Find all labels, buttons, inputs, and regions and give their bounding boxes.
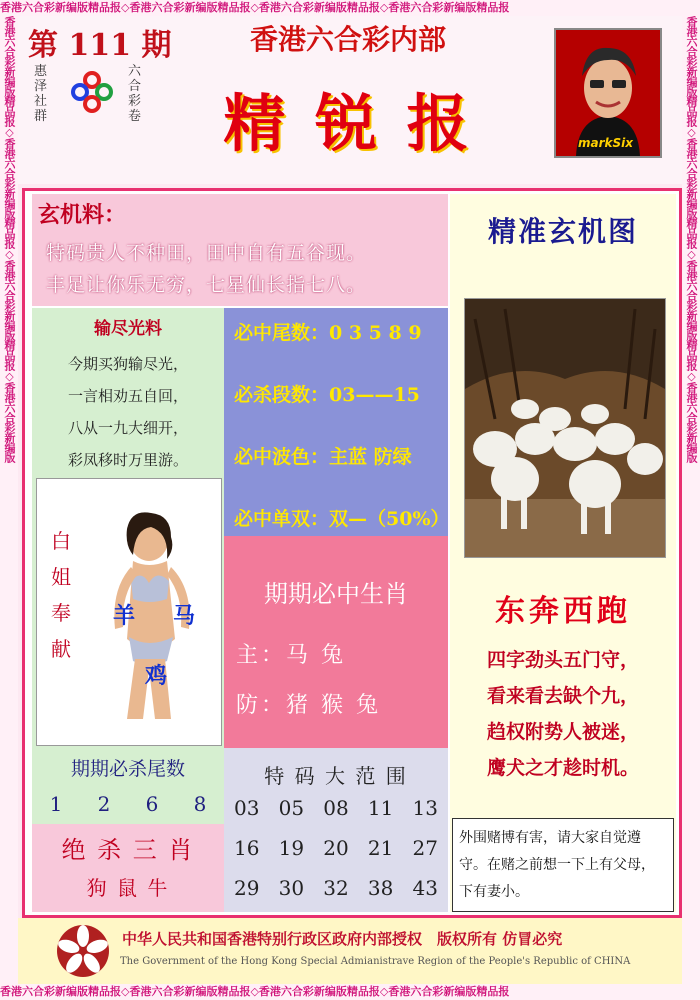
left-border-text: 香港六合彩新编版精品报◇香港六合彩新编版精品报◇香港六合彩新编版精品报◇香港六合彩新编版 xyxy=(0,16,18,984)
poem-left-line: 彩凤移时万里游。 xyxy=(67,451,188,469)
right-border-text: 香港六合彩新编版精品报◇香港六合彩新编版精品报◇香港六合彩新编版精品报◇香港六合彩新编版 xyxy=(682,16,700,984)
range-row xyxy=(234,796,438,836)
range-number: 16 xyxy=(234,836,260,860)
right-poem-line: 鹰犬之才趁时机。 xyxy=(486,757,639,779)
photo-brand: markSix xyxy=(578,136,633,150)
logo-right-text: 六合彩卷 xyxy=(128,64,142,124)
range-number: 08 xyxy=(323,796,349,820)
kill-tail-numbers xyxy=(32,792,224,816)
poem-left-title: 输尽光料 xyxy=(94,319,162,339)
goats-photo xyxy=(464,298,666,558)
overlay-horse: 马 xyxy=(173,603,196,629)
girl-vertical-text xyxy=(51,523,75,667)
kill-tail-number: 2 xyxy=(97,792,111,816)
overlay-rooster: 鸡 xyxy=(145,663,168,689)
kill-tail-number: 6 xyxy=(145,792,159,816)
right-title: 精准玄机图 xyxy=(487,215,638,248)
special-range-panel xyxy=(224,748,448,912)
prediction-range: 必杀段数：03——15 xyxy=(234,384,420,406)
zodiac-title: 期期必中生肖 xyxy=(264,580,408,608)
kill-tail-number: 1 xyxy=(49,792,63,816)
newspaper-title: 精 锐 报 xyxy=(223,87,473,160)
lottery-logo xyxy=(34,64,154,128)
poem-left-line: 八从一九大细开， xyxy=(67,419,188,437)
prediction-wave: 必中波色：主蓝 防绿 xyxy=(234,446,412,468)
kill-three-animals: 狗 鼠 牛 xyxy=(86,876,170,900)
footer-en: The Government of the Hong Kong Special Admianistrave Region of the People's Republic of CHINA xyxy=(120,956,631,967)
girl-panel xyxy=(32,476,224,748)
right-poem-line: 趋权附势人被迷， xyxy=(486,721,639,743)
right-column xyxy=(450,194,676,912)
overlay-sheep: 羊 xyxy=(113,603,136,629)
girl-char: 姐 xyxy=(51,565,71,589)
range-number: 13 xyxy=(412,796,438,820)
footer xyxy=(18,918,682,984)
zodiac-panel xyxy=(224,536,448,748)
zodiac-defend: 防：猪 猴 兔 xyxy=(236,693,381,718)
bottom-border-text: 香港六合彩新编版精品报◇香港六合彩新编版精品报◇香港六合彩新编版精品报◇香港六合彩新编版精品报 xyxy=(0,984,700,1000)
riddle-line-1: 特码贵人不种田，田中自有五谷现。 xyxy=(46,242,367,264)
girl-char: 白 xyxy=(51,529,71,553)
range-row xyxy=(234,836,438,876)
goats-herd-icon xyxy=(465,299,665,557)
header-subtitle: 香港六合彩内部 xyxy=(249,23,446,56)
kill-tail-number: 8 xyxy=(193,792,207,816)
range-number: 03 xyxy=(234,796,260,820)
poem-left-panel xyxy=(32,308,224,476)
range-number: 05 xyxy=(278,796,305,820)
range-number: 21 xyxy=(367,836,394,860)
riddle-line-2: 丰足让你乐无穷，七星仙长指七八。 xyxy=(46,274,367,296)
kill-tail-title: 期期必杀尾数 xyxy=(70,758,185,780)
right-poem-line: 四字劲头五门守， xyxy=(486,649,639,671)
kill-three-panel xyxy=(32,824,224,912)
special-range-title: 特 码 大 范 围 xyxy=(264,764,408,788)
range-number: 20 xyxy=(323,836,349,860)
right-poem-line: 看来看去缺个九， xyxy=(486,685,639,707)
gambling-warning: 外围赌博有害，请大家自觉遵守。在赌之前想一下上有父母，下有妻小。 xyxy=(452,818,674,912)
prediction-odd-even: 必中单双：双—（50%） xyxy=(234,508,450,530)
range-number: 30 xyxy=(278,876,305,900)
girl-frame xyxy=(36,478,222,746)
footer-cn: 中华人民共和国香港特别行政区政府内部授权 版权所有 仿冒必究 xyxy=(122,930,563,948)
kill-tail-panel xyxy=(32,748,224,824)
lottery-ball-icon xyxy=(70,70,114,114)
prediction-tail: 必中尾数：0 3 5 8 9 xyxy=(234,322,422,344)
riddle-panel xyxy=(32,194,448,306)
right-phrase: 东奔西跑 xyxy=(495,594,631,629)
range-number: 11 xyxy=(367,796,394,820)
riddle-heading: 玄机料： xyxy=(38,202,127,228)
range-row xyxy=(234,876,438,916)
kill-three-title: 绝 杀 三 肖 xyxy=(61,836,195,864)
logo-left-text: 惠泽社群 xyxy=(34,64,48,124)
range-number: 19 xyxy=(278,836,305,860)
issue-number: 第 111 期 xyxy=(28,28,172,63)
range-number: 38 xyxy=(367,876,394,900)
range-number: 43 xyxy=(412,876,438,900)
top-border-text: 香港六合彩新编版精品报◇香港六合彩新编版精品报◇香港六合彩新编版精品报◇香港六合彩新编版精品报 xyxy=(0,0,700,16)
range-number: 29 xyxy=(234,876,260,900)
header xyxy=(18,16,682,184)
girl-char: 奉 xyxy=(51,601,71,625)
poem-left-line: 今期买狗输尽光， xyxy=(67,355,188,373)
predictions-panel xyxy=(224,308,448,536)
poem-left-lines xyxy=(32,348,224,476)
special-range-grid xyxy=(234,796,438,916)
right-poem xyxy=(450,642,676,786)
bauhinia-emblem-icon xyxy=(56,924,110,978)
girl-char: 献 xyxy=(51,637,71,661)
zodiac-main: 主：马 兔 xyxy=(236,643,346,668)
poem-left-line: 一言相劝五自回， xyxy=(67,387,188,405)
range-number: 27 xyxy=(412,836,438,860)
host-photo xyxy=(554,28,662,158)
range-number: 32 xyxy=(323,876,349,900)
